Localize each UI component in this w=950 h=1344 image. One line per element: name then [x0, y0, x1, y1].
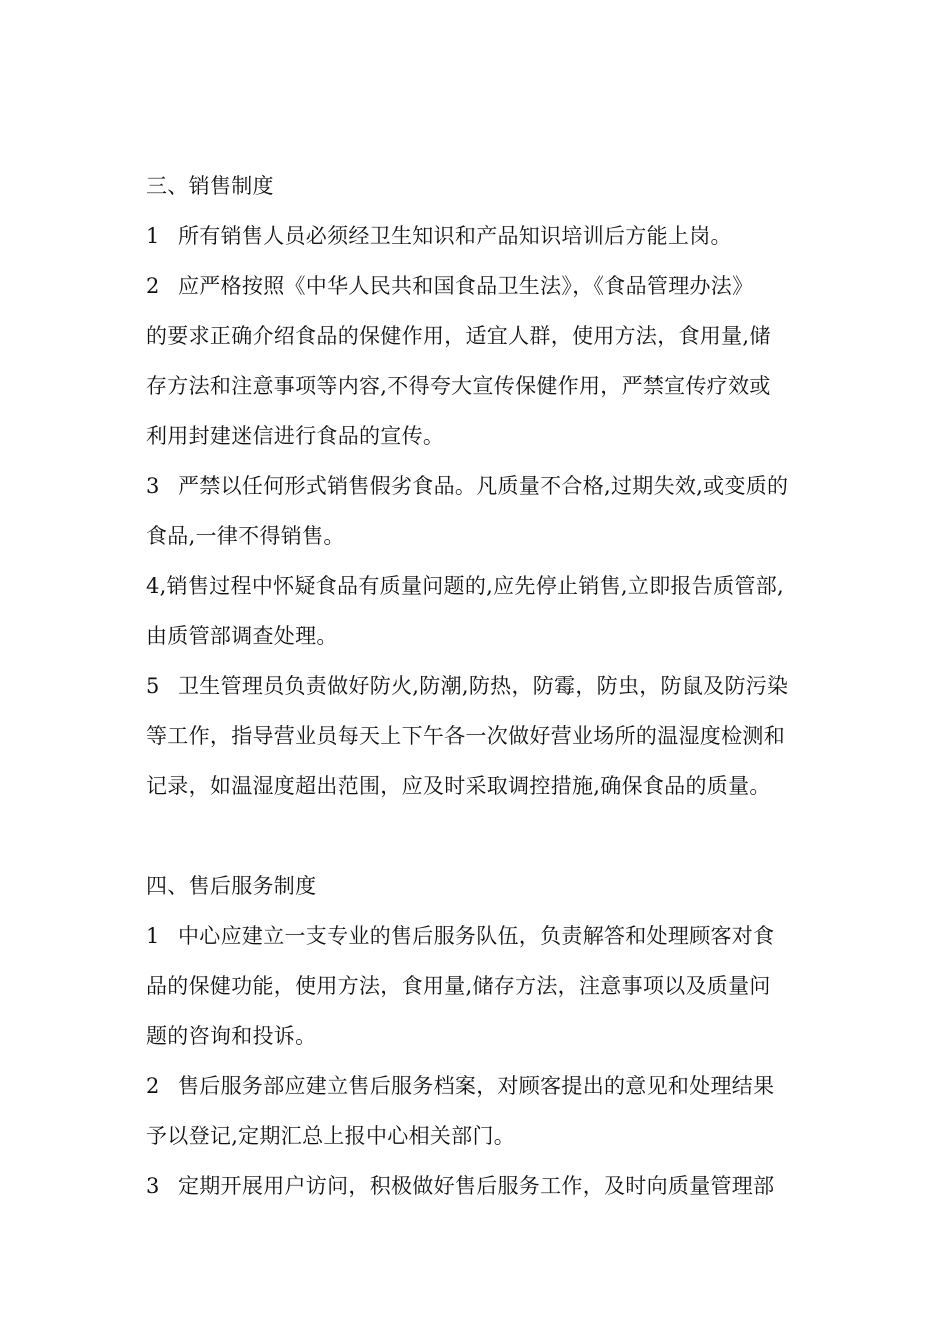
item-text-continued: 品的保健功能，使用方法，食用量,储存方法，注意事项以及质量问 [146, 974, 771, 998]
item-number: 5 [146, 674, 160, 698]
list-item [146, 1168, 822, 1218]
list-item [146, 468, 822, 518]
item-number: 4, [146, 574, 167, 598]
item-text: 售后服务部应建立售后服务档案，对顾客提出的意见和处理结果 [178, 1074, 775, 1098]
list-item [146, 1068, 822, 1118]
item-text: 定期开展用户访问，积极做好售后服务工作，及时向质量管理部 [178, 1174, 775, 1198]
item-number: 1 [146, 924, 160, 948]
item-number: 2 [146, 274, 160, 298]
item-number: 2 [146, 1074, 160, 1098]
item-text-continued: 利用封建迷信进行食品的宣传。 [146, 424, 445, 448]
section-spacer [146, 818, 822, 868]
document-body [146, 168, 822, 1218]
item-text-continued: 的要求正确介绍食品的保健作用，适宜人群，使用方法，食用量,储 [146, 324, 771, 348]
list-item [146, 218, 822, 268]
section-heading: 四、售后服务制度 [146, 874, 317, 898]
item-text: 严禁以任何形式销售假劣食品。凡质量不合格,过期失效,或变质的 [178, 474, 789, 498]
section-heading: 三、销售制度 [146, 174, 274, 198]
item-text-continued: 等工作，指导营业员每天上下午各一次做好营业场所的温湿度检测和 [146, 724, 785, 748]
list-item [146, 918, 822, 968]
item-text: 应严格按照《中华人民共和国食品卫生法》，《食品管理办法》 [178, 274, 754, 298]
item-number: 3 [146, 1174, 160, 1198]
item-text: 所有销售人员必须经卫生知识和产品知识培训后方能上岗。 [178, 224, 732, 248]
list-item [146, 568, 822, 618]
item-text-continued: 由质管部调查处理。 [146, 624, 338, 648]
item-text-continued: 记录，如温湿度超出范围，应及时采取调控措施,确保食品的质量。 [146, 774, 771, 798]
item-text-continued: 食品,一律不得销售。 [146, 524, 345, 548]
list-item [146, 668, 822, 718]
item-text: 销售过程中怀疑食品有质量问题的,应先停止销售,立即报告质管部, [166, 574, 784, 598]
item-text: 中心应建立一支专业的售后服务队伍，负责解答和处理顾客对食 [178, 924, 775, 948]
item-number: 1 [146, 224, 160, 248]
item-text: 卫生管理员负责做好防火,防潮,防热，防霉，防虫，防鼠及防污染 [178, 674, 789, 698]
item-number: 3 [146, 474, 160, 498]
item-text-continued: 予以登记,定期汇总上报中心相关部门。 [146, 1124, 516, 1148]
item-text-continued: 题的咨询和投诉。 [146, 1024, 317, 1048]
list-item [146, 268, 822, 318]
item-text-continued: 存方法和注意事项等内容,不得夸大宣传保健作用，严禁宣传疗效或 [146, 374, 771, 398]
